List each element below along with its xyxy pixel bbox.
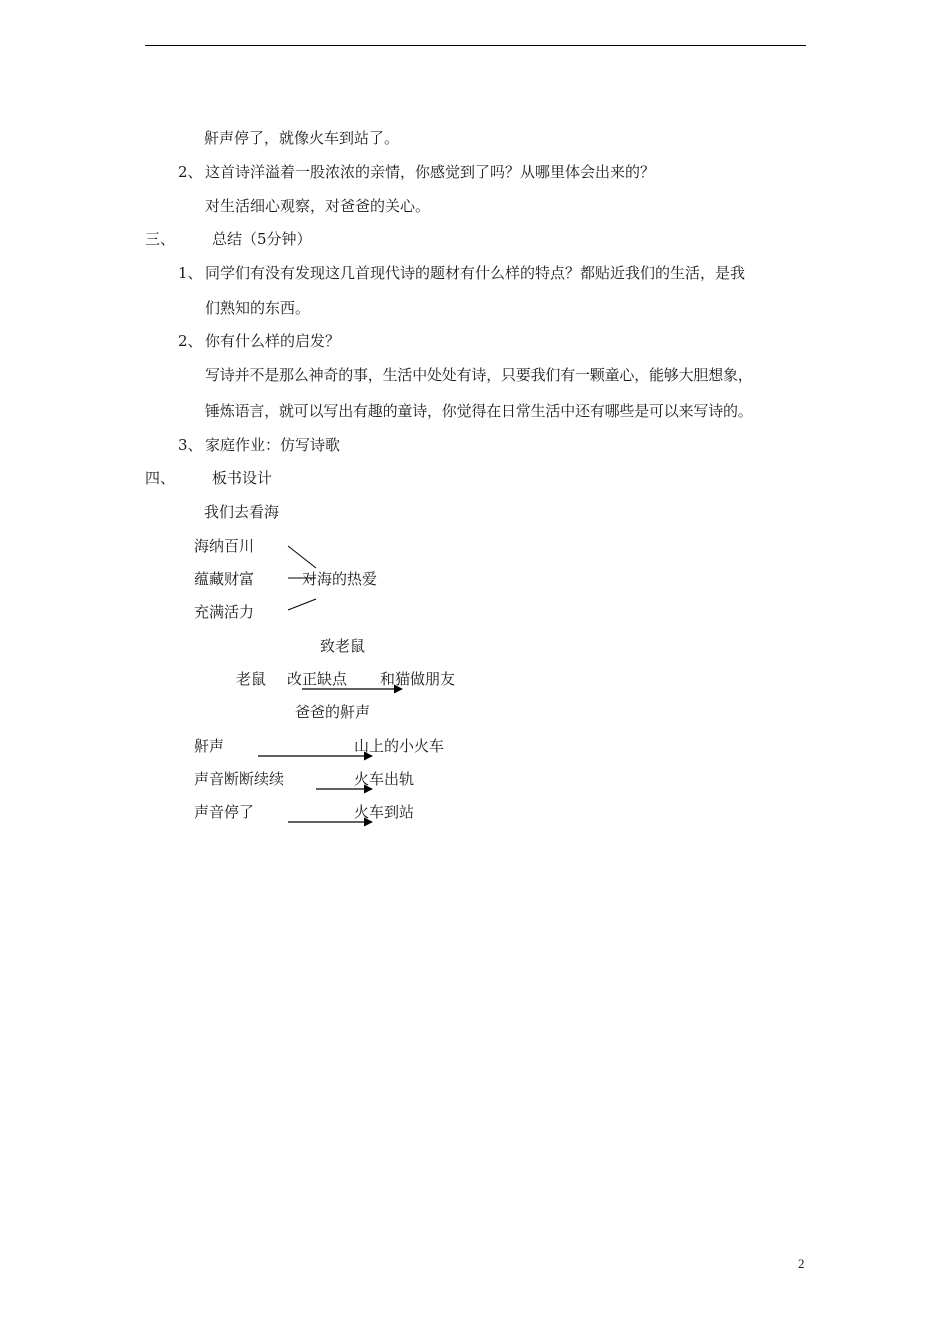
section-number: 三、 [145, 230, 176, 248]
text-line: 鼾声停了，就像火车到站了。 [204, 129, 400, 147]
board-poem-title: 爸爸的鼾声 [295, 703, 371, 721]
board-conclusion: 对海的热爱 [302, 570, 378, 588]
board-item: 改正缺点 [287, 670, 348, 688]
board-poem-title: 我们去看海 [204, 503, 280, 521]
paragraph-line: 写诗并不是那么神奇的事，生活中处处有诗，只要我们有一颗童心，能够大胆想象， [205, 366, 753, 384]
board-item: 鼾声 [194, 737, 225, 755]
item-text: 家庭作业：仿写诗歌 [205, 436, 341, 454]
answer-text: 对生活细心观察，对爸爸的关心。 [205, 197, 431, 215]
connector-line [288, 546, 316, 568]
item-number: 2、 [178, 163, 203, 181]
section-title: 板书设计 [212, 469, 273, 487]
paragraph-line: 锤炼语言，就可以写出有趣的童诗，你觉得在日常生活中还有哪些是可以来写诗的。 [205, 402, 753, 420]
board-item: 山上的小火车 [354, 737, 445, 755]
item-number: 3、 [178, 436, 203, 454]
board-item: 火车出轨 [354, 770, 415, 788]
board-item: 火车到站 [354, 803, 415, 821]
board-item: 声音停了 [194, 803, 255, 821]
board-item: 和猫做朋友 [380, 670, 456, 688]
connector-line [288, 599, 316, 610]
board-item: 老鼠 [236, 670, 267, 688]
page-number: 2 [798, 1256, 805, 1271]
board-item: 蕴藏财富 [194, 570, 255, 588]
item-text: 同学们有没有发现这几首现代诗的题材有什么样的特点？都贴近我们的生活，是我 [205, 264, 746, 282]
section-title: 总结（5分钟） [212, 230, 312, 248]
question-text: 这首诗洋溢着一股浓浓的亲情，你感觉到了吗？从哪里体会出来的？ [205, 163, 656, 181]
section-number: 四、 [145, 469, 176, 487]
item-number: 2、 [178, 332, 203, 350]
board-item: 声音断断续续 [194, 770, 285, 788]
board-item: 海纳百川 [194, 537, 255, 555]
board-item: 充满活力 [194, 603, 255, 621]
item-number: 1、 [178, 264, 203, 282]
item-text-continued: 们熟知的东西。 [205, 299, 311, 317]
item-text: 你有什么样的启发？ [205, 332, 341, 350]
board-poem-title: 致老鼠 [320, 637, 366, 655]
